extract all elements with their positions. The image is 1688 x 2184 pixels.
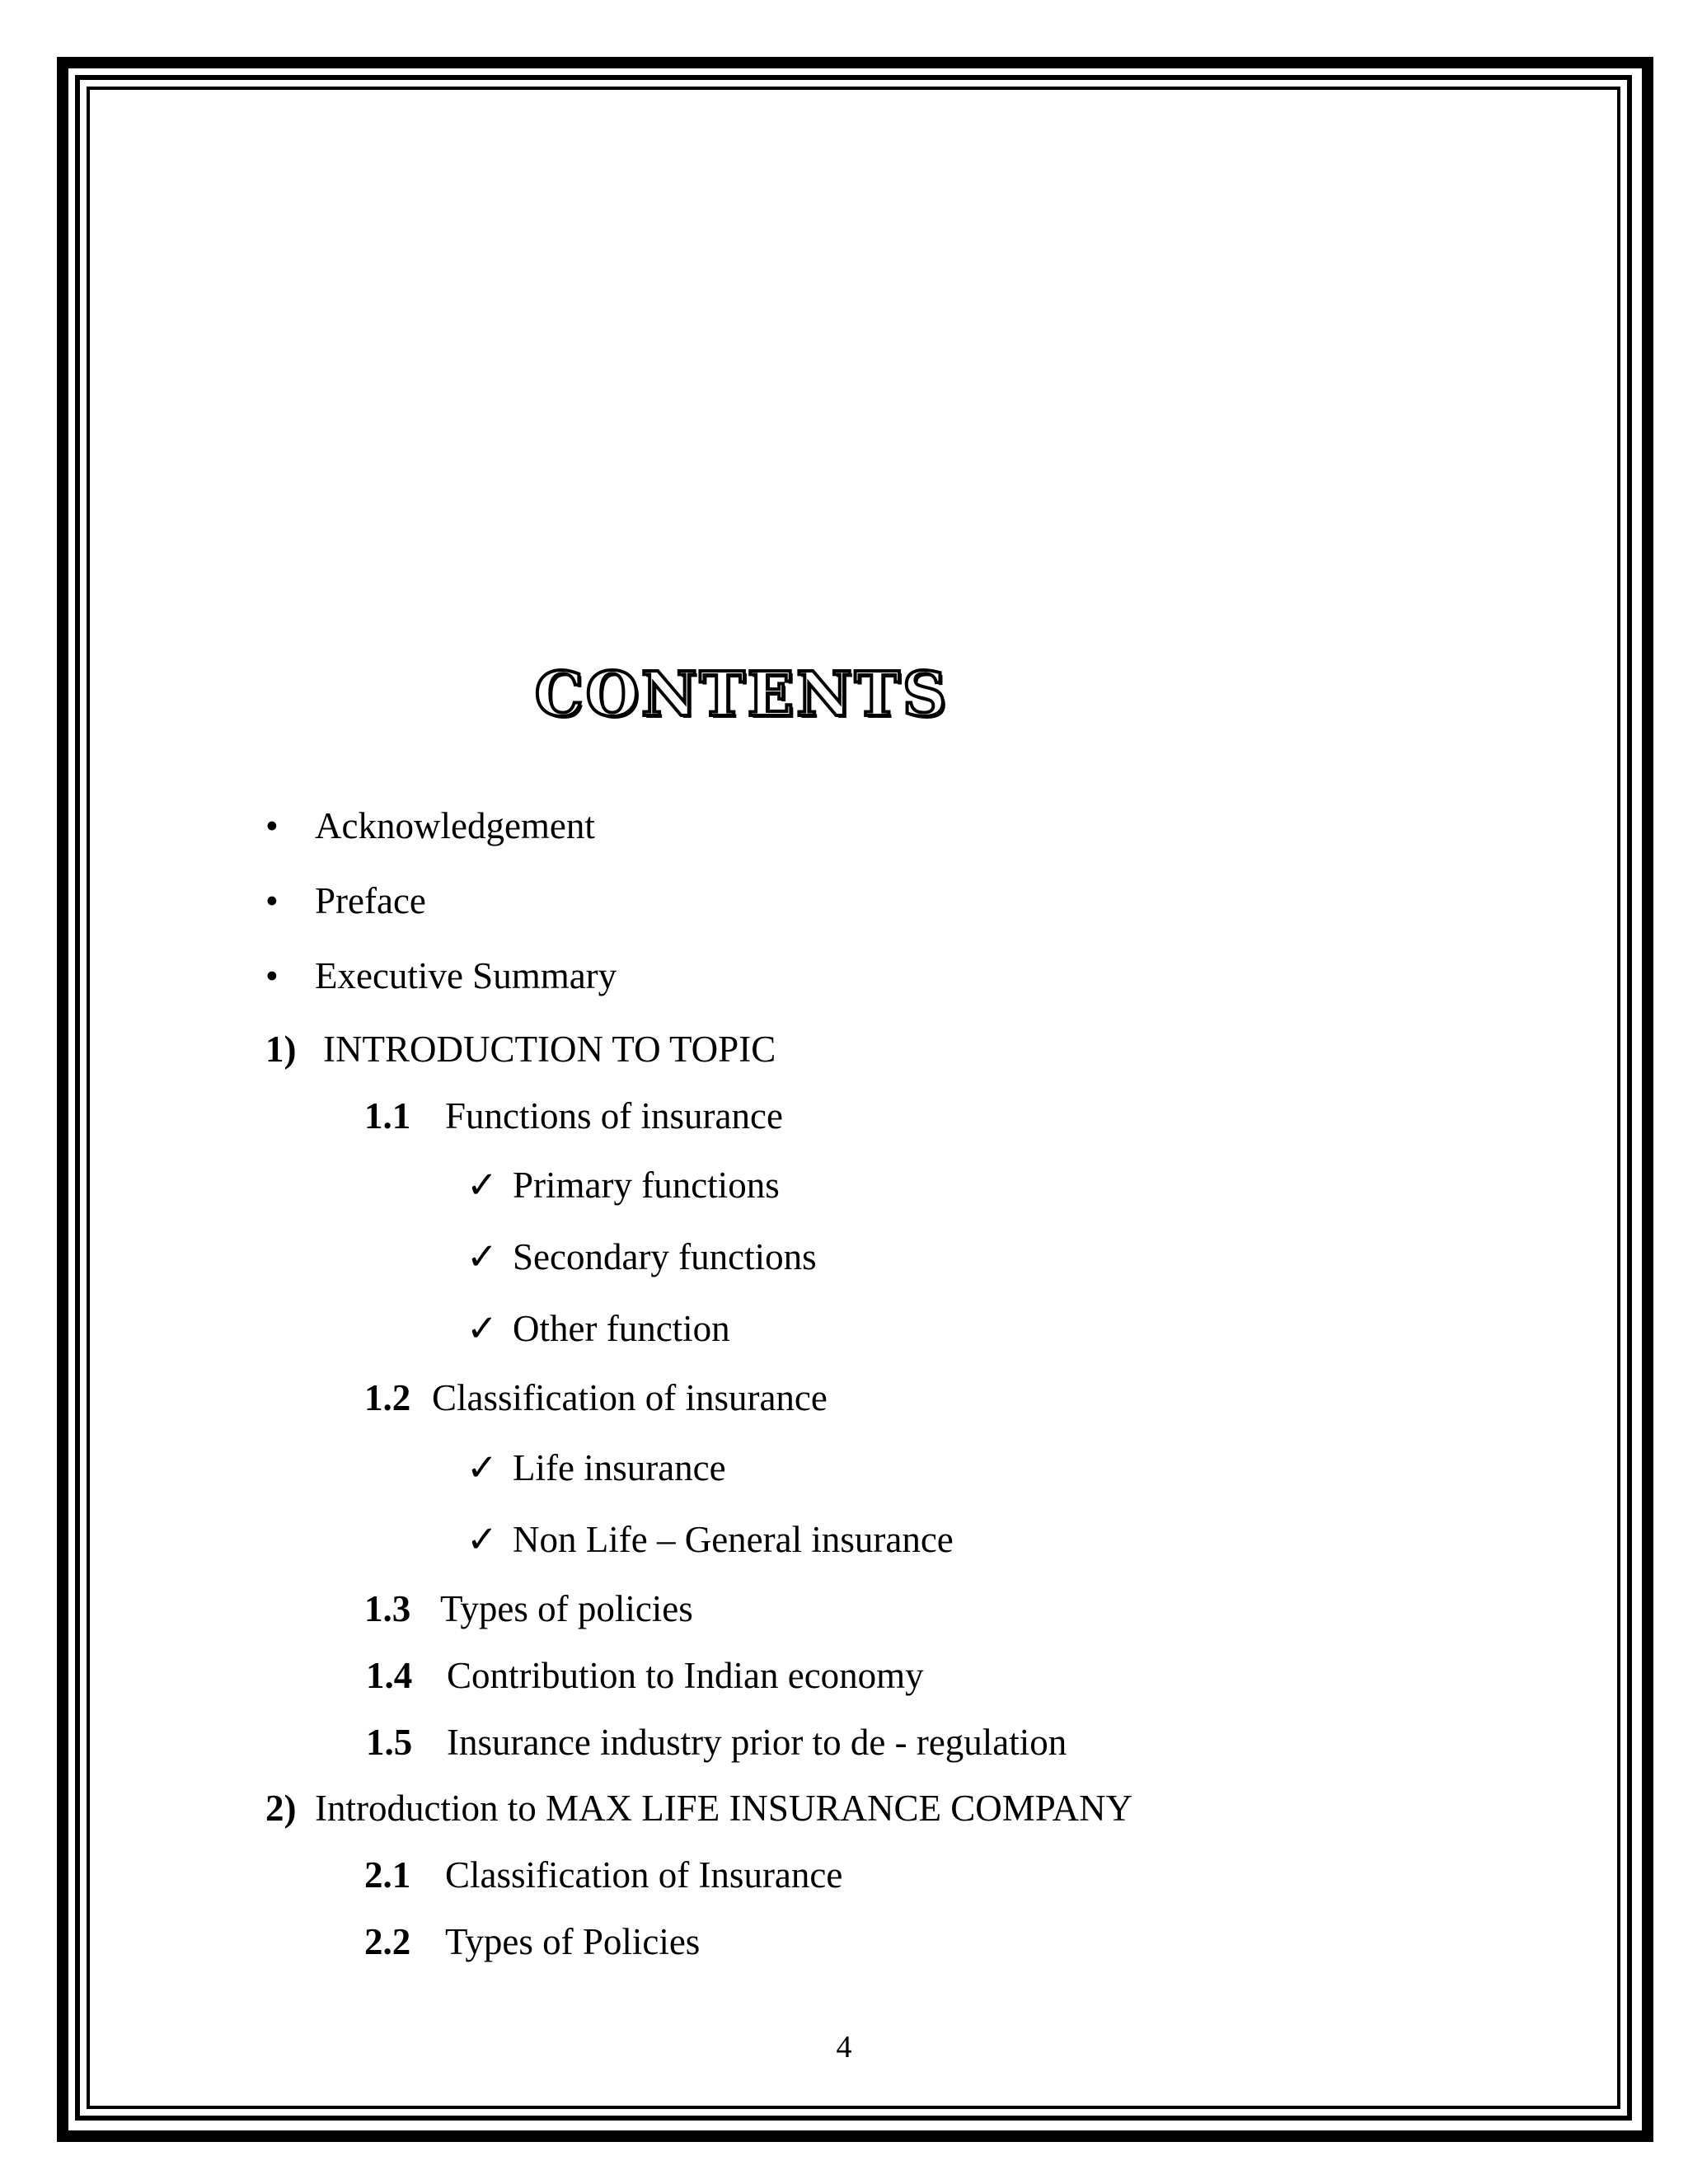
bullet-icon: •: [265, 880, 279, 921]
toc-subitem-label: Life insurance: [513, 1447, 726, 1488]
checkmark-icon: ✓: [467, 1165, 498, 1206]
toc-subsection-label: Types of policies: [440, 1588, 693, 1629]
toc-section-label: INTRODUCTION TO TOPIC: [323, 1029, 776, 1070]
toc-item-label: Acknowledgement: [315, 805, 595, 846]
subsection-number: 1.5: [366, 1722, 413, 1763]
toc-subitem-label: Primary functions: [513, 1165, 780, 1206]
toc-subitem-label: Secondary functions: [513, 1236, 817, 1277]
toc-item-label: Preface: [315, 880, 426, 921]
bullet-icon: •: [265, 805, 279, 846]
subsection-number: 1.3: [364, 1588, 411, 1629]
contents-title: CONTENTS: [534, 659, 950, 730]
checkmark-icon: ✓: [467, 1447, 498, 1488]
subsection-number: 1.1: [364, 1095, 411, 1137]
toc-subsection-label: Contribution to Indian economy: [447, 1655, 924, 1696]
subsection-number: 2.2: [364, 1921, 411, 1962]
toc-subitem-label: Non Life – General insurance: [513, 1519, 954, 1560]
bullet-icon: •: [265, 955, 279, 996]
checkmark-icon: ✓: [467, 1308, 498, 1349]
toc-subsection-label: Classification of insurance: [432, 1377, 828, 1418]
toc-subsection-label: Functions of insurance: [445, 1095, 783, 1137]
page-number: 4: [836, 2030, 852, 2064]
checkmark-icon: ✓: [467, 1519, 498, 1560]
toc-item-label: Executive Summary: [315, 955, 617, 996]
toc-section-label: Introduction to MAX LIFE INSURANCE COMPANY: [315, 1788, 1133, 1829]
toc-subsection-label: Classification of Insurance: [445, 1854, 843, 1896]
section-number: 1): [265, 1029, 297, 1070]
checkmark-icon: ✓: [467, 1236, 498, 1277]
toc-subsection-label: Insurance industry prior to de - regulation: [447, 1722, 1067, 1763]
subsection-number: 1.4: [366, 1655, 413, 1696]
toc-subsection-label: Types of Policies: [445, 1921, 701, 1962]
toc-subitem-label: Other function: [513, 1308, 730, 1349]
subsection-number: 2.1: [364, 1854, 411, 1896]
subsection-number: 1.2: [364, 1377, 411, 1418]
section-number: 2): [265, 1788, 297, 1829]
